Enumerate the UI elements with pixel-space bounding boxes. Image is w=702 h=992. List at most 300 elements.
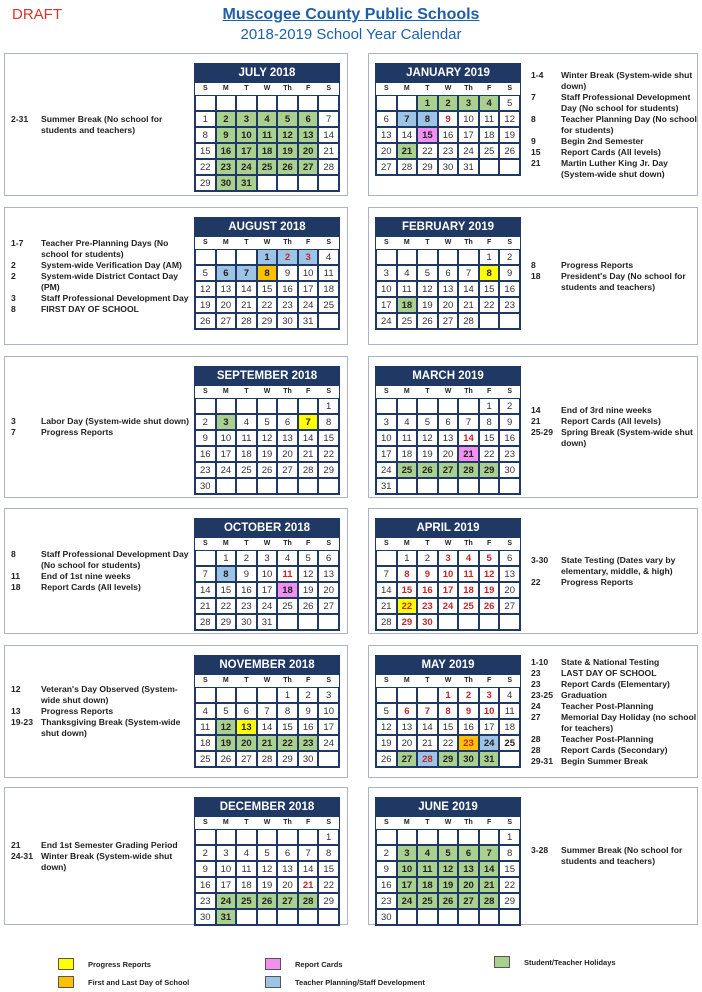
day-cell: 29 (318, 462, 339, 478)
empty-cell (397, 687, 418, 703)
day-cell: 3 (298, 249, 319, 265)
day-cell: 29 (257, 313, 278, 329)
note-text: FIRST DAY OF SCHOOL (41, 303, 139, 314)
day-cell: 28 (195, 614, 216, 630)
day-cell: 9 (376, 861, 397, 877)
empty-cell (195, 398, 216, 414)
day-cell: 22 (438, 735, 459, 751)
day-cell: 26 (277, 159, 298, 175)
legend-swatch (494, 956, 510, 968)
day-cell: 7 (318, 111, 339, 127)
note-date: 3-30 (531, 554, 549, 565)
empty-cell (458, 829, 479, 845)
note-date: 8 (11, 303, 16, 314)
day-cell: 15 (277, 719, 298, 735)
empty-cell (195, 687, 216, 703)
month-notes (531, 208, 697, 344)
empty-cell (236, 478, 257, 494)
day-cell: 17 (257, 582, 278, 598)
weekday-label: T (425, 239, 430, 246)
day-cell: 7 (195, 566, 216, 582)
note-text: Staff Professional Development Day (No school for students) (561, 91, 691, 113)
empty-cell (479, 614, 500, 630)
day-cell: 22 (216, 598, 237, 614)
empty-cell (216, 687, 237, 703)
weekday-label: M (222, 85, 229, 92)
empty-cell (438, 478, 459, 494)
note-date: 23 (531, 678, 541, 689)
empty-cell (298, 478, 319, 494)
empty-cell (397, 95, 418, 111)
note-item (11, 427, 191, 438)
note-text: Winter Break (System-wide shut down) (561, 69, 693, 91)
day-cell: 20 (277, 446, 298, 462)
day-cell: 21 (458, 446, 479, 462)
day-grid (376, 95, 520, 175)
day-cell: 14 (257, 719, 278, 735)
note-item (531, 690, 697, 701)
empty-cell (298, 829, 319, 845)
day-cell: 10 (236, 127, 257, 143)
month-title: JANUARY 2019 (376, 64, 520, 83)
day-cell: 21 (417, 735, 438, 751)
day-cell: 14 (458, 281, 479, 297)
empty-cell (195, 95, 216, 111)
empty-cell (216, 95, 237, 111)
empty-cell (236, 829, 257, 845)
day-cell: 21 (236, 297, 257, 313)
weekday-label: Th (464, 819, 473, 826)
day-cell: 18 (499, 719, 520, 735)
note-text: Summer Break (No school for students and teachers) (561, 845, 683, 866)
empty-cell (318, 751, 339, 767)
day-cell: 22 (277, 735, 298, 751)
note-text: End of 3rd nine weeks (561, 405, 652, 415)
day-cell: 1 (499, 829, 520, 845)
month-notes (11, 646, 191, 777)
note-date: 2 (11, 270, 16, 281)
empty-cell (257, 95, 278, 111)
note-date: 13 (11, 706, 21, 716)
day-cell: 26 (438, 893, 459, 909)
day-cell: 6 (397, 703, 418, 719)
day-cell: 2 (438, 95, 459, 111)
weekday-label: F (305, 540, 311, 547)
weekday-header (376, 237, 520, 249)
day-cell: 20 (438, 297, 459, 313)
day-cell: 8 (499, 845, 520, 861)
day-cell: 24 (376, 462, 397, 478)
weekday-label: S (383, 677, 389, 684)
day-cell: 22 (195, 159, 216, 175)
note-text: Memorial Day Holiday (no school for teachers) (561, 711, 697, 733)
day-cell: 11 (236, 430, 257, 446)
empty-cell (257, 478, 278, 494)
legend-item (58, 958, 151, 970)
empty-cell (417, 398, 438, 414)
weekday-header (195, 386, 339, 398)
month-panel (368, 356, 698, 498)
weekday-label: S (383, 239, 389, 246)
day-cell: 24 (236, 159, 257, 175)
day-cell: 24 (298, 297, 319, 313)
day-cell: 17 (216, 877, 237, 893)
day-cell: 1 (417, 95, 438, 111)
day-cell: 25 (479, 143, 500, 159)
day-grid (376, 398, 520, 494)
day-cell: 30 (417, 614, 438, 630)
day-cell: 10 (376, 430, 397, 446)
day-cell: 16 (458, 719, 479, 735)
empty-cell (479, 159, 500, 175)
weekday-label: T (425, 388, 430, 395)
day-cell: 6 (277, 414, 298, 430)
day-cell: 31 (458, 159, 479, 175)
day-cell: 13 (458, 861, 479, 877)
day-cell: 23 (499, 297, 520, 313)
day-cell: 2 (499, 249, 520, 265)
month-panel (4, 53, 348, 196)
note-text: Begin Summer Break (561, 755, 648, 766)
day-cell: 28 (458, 313, 479, 329)
note-text: Progress Reports (41, 427, 114, 437)
day-cell: 18 (195, 735, 216, 751)
day-cell: 23 (195, 462, 216, 478)
day-cell: 30 (195, 909, 216, 925)
day-cell: 26 (499, 143, 520, 159)
day-cell: 9 (195, 430, 216, 446)
day-cell: 23 (458, 735, 479, 751)
note-text: Report Cards (All levels) (561, 146, 661, 157)
day-cell: 12 (376, 719, 397, 735)
note-item (531, 845, 697, 867)
day-cell: 11 (397, 281, 418, 297)
day-cell: 2 (195, 845, 216, 861)
day-cell: 4 (257, 111, 278, 127)
empty-cell (216, 249, 237, 265)
note-date: 21 (11, 839, 21, 850)
empty-cell (236, 95, 257, 111)
day-cell: 27 (277, 462, 298, 478)
day-cell: 14 (397, 127, 418, 143)
note-date: 2-31 (11, 113, 29, 124)
weekday-label: T (425, 819, 430, 826)
note-item (11, 840, 191, 851)
note-text: System-wide District Contact Day (PM) (41, 270, 179, 292)
weekday-label: F (305, 388, 311, 395)
day-cell: 16 (236, 582, 257, 598)
note-item (531, 136, 697, 147)
note-item (531, 114, 697, 136)
day-cell: 26 (376, 751, 397, 767)
month-panel (368, 645, 698, 778)
day-cell: 7 (298, 845, 319, 861)
day-cell: 25 (397, 313, 418, 329)
day-cell: 11 (499, 703, 520, 719)
month-title: NOVEMBER 2018 (195, 656, 339, 675)
day-cell: 24 (318, 735, 339, 751)
day-cell: 26 (216, 751, 237, 767)
month-calendar (194, 217, 340, 330)
empty-cell (277, 175, 298, 191)
empty-cell (499, 313, 520, 329)
note-item (11, 549, 191, 571)
day-cell: 17 (458, 127, 479, 143)
day-cell: 15 (195, 143, 216, 159)
empty-cell (376, 249, 397, 265)
note-text: Report Cards (Secondary) (561, 744, 668, 755)
day-cell: 30 (236, 614, 257, 630)
day-cell: 25 (257, 159, 278, 175)
weekday-label: W (444, 388, 452, 395)
legend-label: Teacher Planning/Staff Development (295, 977, 425, 987)
month-title: OCTOBER 2018 (195, 519, 339, 538)
day-cell: 13 (397, 719, 418, 735)
day-cell: 5 (298, 550, 319, 566)
weekday-label: T (244, 819, 249, 826)
day-cell: 11 (257, 127, 278, 143)
day-cell: 3 (318, 687, 339, 703)
day-cell: 16 (195, 446, 216, 462)
day-grid (376, 249, 520, 329)
day-cell: 23 (277, 297, 298, 313)
legend-swatch (265, 958, 281, 970)
weekday-label: Th (283, 239, 292, 246)
note-item (11, 582, 191, 593)
weekday-label: W (263, 677, 271, 684)
day-cell: 27 (318, 598, 339, 614)
day-cell: 14 (417, 719, 438, 735)
weekday-label: W (263, 388, 271, 395)
day-grid (376, 829, 520, 925)
legend-swatch (58, 958, 74, 970)
day-cell: 23 (236, 598, 257, 614)
note-text: Thanksgiving Break (System-wide shut down) (41, 717, 181, 738)
note-text: Report Cards (All levels) (561, 416, 661, 426)
day-cell: 29 (417, 159, 438, 175)
weekday-label: W (444, 819, 452, 826)
empty-cell (277, 829, 298, 845)
day-cell: 14 (298, 430, 319, 446)
day-cell: 12 (257, 861, 278, 877)
day-cell: 22 (479, 297, 500, 313)
day-cell: 1 (318, 829, 339, 845)
day-cell: 9 (298, 703, 319, 719)
note-text: End of 1st nine weeks (41, 571, 131, 581)
note-text: Progress Reports (561, 259, 634, 270)
day-cell: 20 (397, 735, 418, 751)
day-cell: 31 (376, 478, 397, 494)
day-cell: 10 (458, 111, 479, 127)
month-panel (4, 787, 348, 925)
empty-cell (318, 95, 339, 111)
day-cell: 25 (318, 297, 339, 313)
weekday-label: F (486, 540, 492, 547)
note-date: 24 (531, 700, 541, 711)
day-cell: 16 (195, 877, 216, 893)
month-calendar (194, 366, 340, 495)
day-cell: 15 (318, 861, 339, 877)
day-cell: 20 (298, 143, 319, 159)
day-cell: 27 (298, 159, 319, 175)
note-date: 21 (531, 157, 541, 168)
weekday-label: F (305, 819, 311, 826)
weekday-label: M (403, 677, 410, 684)
weekday-label: M (222, 239, 229, 246)
day-cell: 7 (236, 265, 257, 281)
day-cell: 6 (438, 414, 459, 430)
day-cell: 25 (458, 598, 479, 614)
month-notes (11, 509, 191, 633)
weekday-header (195, 817, 339, 829)
day-cell: 18 (236, 877, 257, 893)
empty-cell (195, 249, 216, 265)
day-cell: 13 (298, 127, 319, 143)
day-cell: 5 (499, 95, 520, 111)
note-date: 3 (11, 416, 16, 426)
note-text: LAST DAY OF SCHOOL (561, 667, 657, 678)
day-cell: 9 (277, 265, 298, 281)
weekday-label: M (222, 540, 229, 547)
day-cell: 9 (458, 703, 479, 719)
weekday-label: T (425, 540, 430, 547)
day-cell: 22 (499, 877, 520, 893)
day-cell: 21 (318, 143, 339, 159)
day-cell: 16 (499, 281, 520, 297)
day-cell: 30 (438, 159, 459, 175)
empty-cell (376, 829, 397, 845)
day-cell: 23 (376, 893, 397, 909)
day-cell: 9 (438, 111, 459, 127)
day-cell: 6 (236, 703, 257, 719)
empty-cell (236, 687, 257, 703)
day-cell: 22 (318, 446, 339, 462)
note-date: 12 (11, 684, 21, 694)
month-title: AUGUST 2018 (195, 218, 339, 237)
weekday-label: W (444, 677, 452, 684)
note-text: Graduation (561, 689, 607, 700)
day-cell: 15 (397, 582, 418, 598)
month-calendar (194, 518, 340, 631)
day-cell: 1 (216, 550, 237, 566)
day-cell: 27 (458, 893, 479, 909)
weekday-label: F (486, 677, 492, 684)
day-cell: 16 (277, 281, 298, 297)
day-cell: 2 (216, 111, 237, 127)
weekday-header (376, 538, 520, 550)
day-cell: 3 (397, 845, 418, 861)
day-cell: 26 (417, 462, 438, 478)
note-item (531, 158, 697, 180)
legend-item (265, 958, 343, 970)
day-cell: 27 (499, 598, 520, 614)
day-cell: 1 (195, 111, 216, 127)
month-panel (368, 207, 698, 345)
legend-item (58, 976, 189, 988)
note-date: 1-4 (531, 69, 544, 80)
day-cell: 18 (257, 143, 278, 159)
weekday-label: W (444, 85, 452, 92)
day-cell: 27 (236, 751, 257, 767)
legend-label: First and Last Day of School (88, 977, 190, 987)
legend-swatch (58, 976, 74, 988)
month-calendar (375, 518, 521, 631)
day-cell: 27 (438, 313, 459, 329)
weekday-label: T (425, 677, 430, 684)
empty-cell (458, 614, 479, 630)
note-date: 9 (531, 135, 536, 146)
day-cell: 6 (458, 845, 479, 861)
day-cell: 19 (376, 735, 397, 751)
month-calendar (375, 366, 521, 495)
day-cell: 15 (318, 430, 339, 446)
note-text: Summer Break (No school for students and teachers) (41, 113, 163, 135)
day-cell: 24 (397, 893, 418, 909)
month-title: MARCH 2019 (376, 367, 520, 386)
day-cell: 23 (417, 598, 438, 614)
day-cell: 4 (277, 550, 298, 566)
day-cell: 2 (195, 414, 216, 430)
month-panel (4, 508, 348, 634)
day-cell: 28 (376, 614, 397, 630)
day-cell: 5 (438, 845, 459, 861)
empty-cell (458, 398, 479, 414)
day-cell: 25 (397, 462, 418, 478)
empty-cell (397, 478, 418, 494)
day-cell: 11 (397, 430, 418, 446)
month-notes (531, 646, 697, 777)
empty-cell (417, 687, 438, 703)
day-cell: 8 (257, 265, 278, 281)
weekday-label: F (486, 388, 492, 395)
day-cell: 18 (277, 582, 298, 598)
day-cell: 4 (397, 265, 418, 281)
day-cell: 21 (257, 735, 278, 751)
note-text: Report Cards (Elementary) (561, 678, 670, 689)
day-cell: 5 (216, 703, 237, 719)
weekday-label: Th (283, 540, 292, 547)
day-cell: 6 (318, 550, 339, 566)
day-cell: 19 (257, 446, 278, 462)
day-cell: 5 (479, 550, 500, 566)
month-notes (11, 208, 191, 344)
day-cell: 8 (397, 566, 418, 582)
month-panel (4, 207, 348, 345)
day-cell: 18 (417, 877, 438, 893)
weekday-label: S (383, 819, 389, 826)
day-cell: 11 (195, 719, 216, 735)
day-cell: 5 (417, 265, 438, 281)
note-item (11, 293, 191, 304)
day-cell: 18 (318, 281, 339, 297)
note-text: Winter Break (System-wide shut down) (41, 850, 173, 872)
empty-cell (499, 614, 520, 630)
note-item (531, 756, 697, 767)
weekday-header (376, 386, 520, 398)
day-cell: 21 (376, 598, 397, 614)
note-date: 7 (11, 427, 16, 437)
note-text: Teacher Post-Planning (561, 733, 654, 744)
day-grid (195, 95, 339, 191)
note-text: Staff Professional Development Day (No school for students) (41, 549, 189, 570)
day-grid (195, 687, 339, 767)
day-cell: 7 (298, 414, 319, 430)
weekday-header (195, 675, 339, 687)
weekday-label: T (244, 85, 249, 92)
day-cell: 23 (438, 143, 459, 159)
day-cell: 13 (216, 281, 237, 297)
day-cell: 22 (397, 598, 418, 614)
